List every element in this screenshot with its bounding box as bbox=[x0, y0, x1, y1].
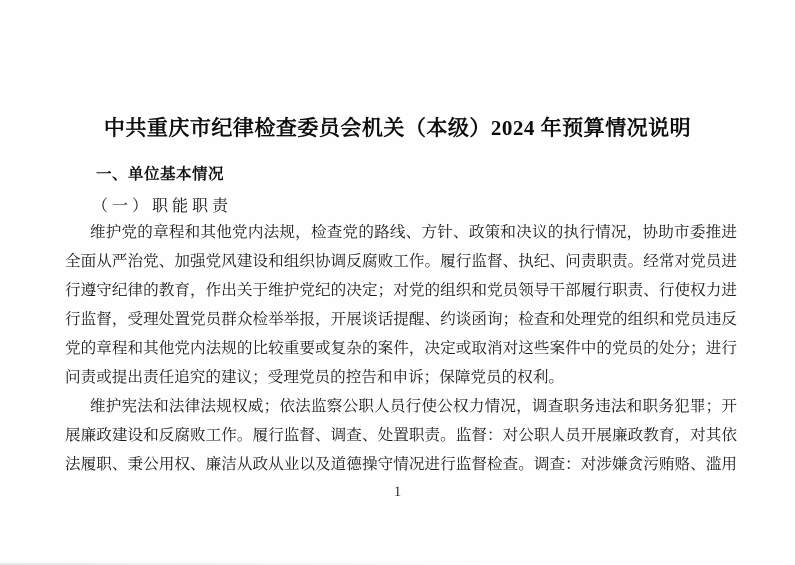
paragraph-duties-party: 维护党的章程和其他党内法规，检查党的路线、方针、政策和决议的执行情况，协助市委推进全面从严治党、加强党风建设和组织协调反腐败工作。履行监督、执纪、问责职责。经常对党员进行遵守纪律的教育，作出关于维护党纪的决定；对党的组织和党员领导干部履行职责、行使权力进行监督，受理处置党员群众检举举报，开展谈话提醒、约谈函询；检查和处理党的组织和党员违反党的章程和其他党内法规的比较重要或复杂的案件，决定或取消对这些案件中的党员的处分；进行问责或提出责任追究的建议；受理党员的控告和申诉；保障党员的权利。 bbox=[65, 224, 737, 386]
section-heading: 一、单位基本情况 bbox=[96, 166, 225, 183]
paragraph-duties-supervision: 维护宪法和法律法规权威；依法监察公职人员行使公权力情况，调查职务违法和职务犯罪；开展廉政建设和反腐败工作。履行监督、调查、处置职责。监督：对公职人员开展廉政教育，对其依法履职、秉公用权、廉洁从政从业以及道德操守情况进行监督检查。调查：对涉嫌贪污贿赂、滥用 bbox=[65, 398, 737, 473]
document-title: 中共重庆市纪律检查委员会机关（本级）2024 年预算情况说明 bbox=[103, 116, 692, 141]
document-body bbox=[65, 218, 737, 479]
page-number: 1 bbox=[393, 484, 402, 500]
subsection-heading: （一）职能职责 bbox=[92, 198, 233, 215]
